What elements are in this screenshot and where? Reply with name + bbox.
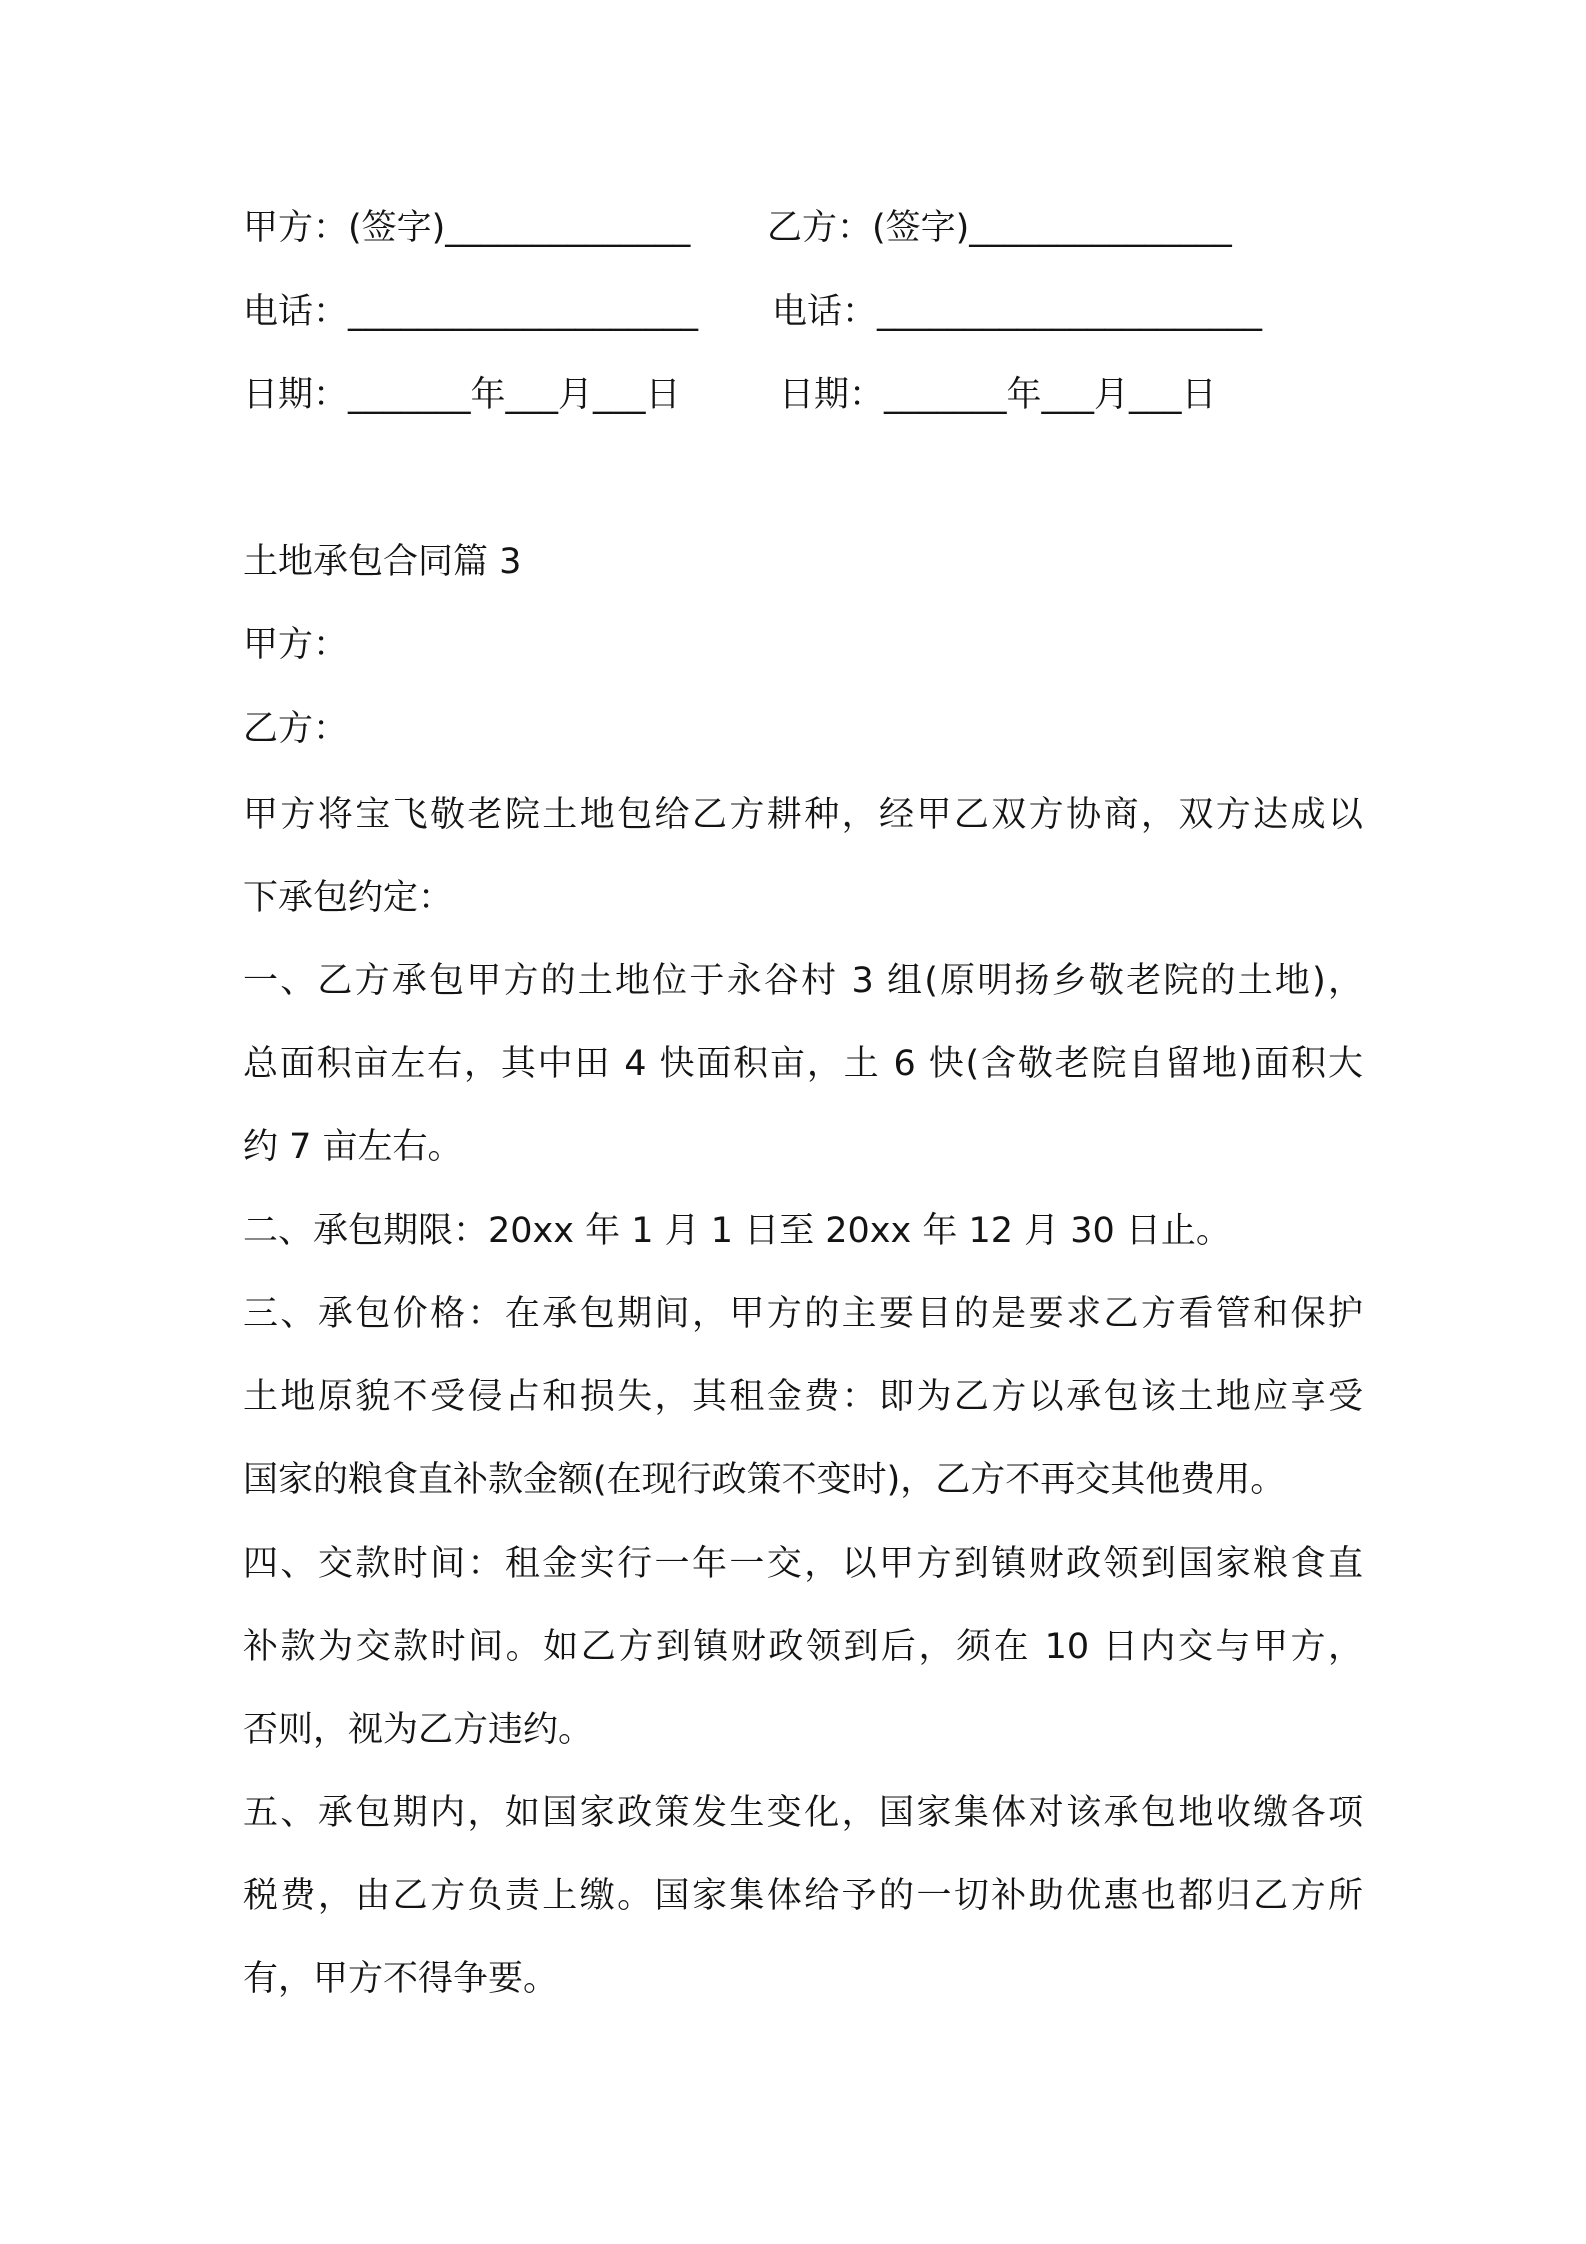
party-a-label: 甲方：: [243, 625, 349, 665]
party-b-phone-line: 电话：______________________: [772, 292, 1263, 332]
paragraph-line: 国家的粮食直补款金额(在现行政策不变时)，乙方不再交其他费用。: [243, 1460, 1286, 1500]
party-b-signature-line: 乙方：(签字)_______________: [767, 208, 1232, 248]
party-b-date-line: 日期：_______年___月___日: [779, 375, 1217, 415]
paragraph-line: 有，甲方不得争要。: [243, 1959, 559, 1999]
paragraph-line: 甲方将宝飞敬老院土地包给乙方耕种，经甲乙双方协商，双方达成以: [243, 795, 1363, 835]
clause-2: [243, 1190, 1363, 1273]
clause-5: [243, 1772, 1363, 2021]
clause-4: [243, 1523, 1363, 1772]
paragraph-line: 否则，视为乙方违约。: [243, 1710, 594, 1750]
paragraph-intro: [243, 774, 1363, 940]
paragraph-line: 土地原貌不受侵占和损失，其租金费：即为乙方以承包该土地应享受: [243, 1377, 1363, 1417]
paragraph-line: 税费，由乙方负责上缴。国家集体给予的一切补助优惠也都归乙方所: [243, 1876, 1363, 1916]
party-a-date-line: 日期：_______年___月___日: [243, 375, 681, 415]
paragraph-line: 总面积亩左右，其中田 4 快面积亩，土 6 快(含敬老院自留地)面积大: [243, 1044, 1363, 1084]
party-a-signature-line: 甲方：(签字)______________: [243, 208, 691, 248]
clause-3: [243, 1273, 1363, 1522]
paragraph-line: 下承包约定：: [243, 878, 454, 918]
paragraph-line: 五、承包期内，如国家政策发生变化，国家集体对该承包地收缴各项: [243, 1793, 1363, 1833]
paragraph-line: 四、交款时间：租金实行一年一交，以甲方到镇财政领到国家粮食直: [243, 1544, 1363, 1584]
clause-1: [243, 940, 1363, 1189]
party-a-phone-line: 电话：____________________: [243, 292, 699, 332]
paragraph-line: 一、乙方承包甲方的土地位于永谷村 3 组(原明扬乡敬老院的土地)，: [243, 961, 1363, 1001]
party-b-label: 乙方：: [243, 709, 349, 749]
paragraph-line: 补款为交款时间。如乙方到镇财政领到后，须在 10 日内交与甲方，: [243, 1627, 1363, 1667]
paragraph-line: 三、承包价格：在承包期间，甲方的主要目的是要求乙方看管和保护: [243, 1294, 1363, 1334]
section-title: 土地承包合同篇 3: [243, 542, 522, 582]
paragraph-line: 二、承包期限：20xx 年 1 月 1 日至 20xx 年 12 月 30 日止。: [243, 1211, 1231, 1251]
paragraph-line: 约 7 亩左右。: [243, 1127, 463, 1167]
